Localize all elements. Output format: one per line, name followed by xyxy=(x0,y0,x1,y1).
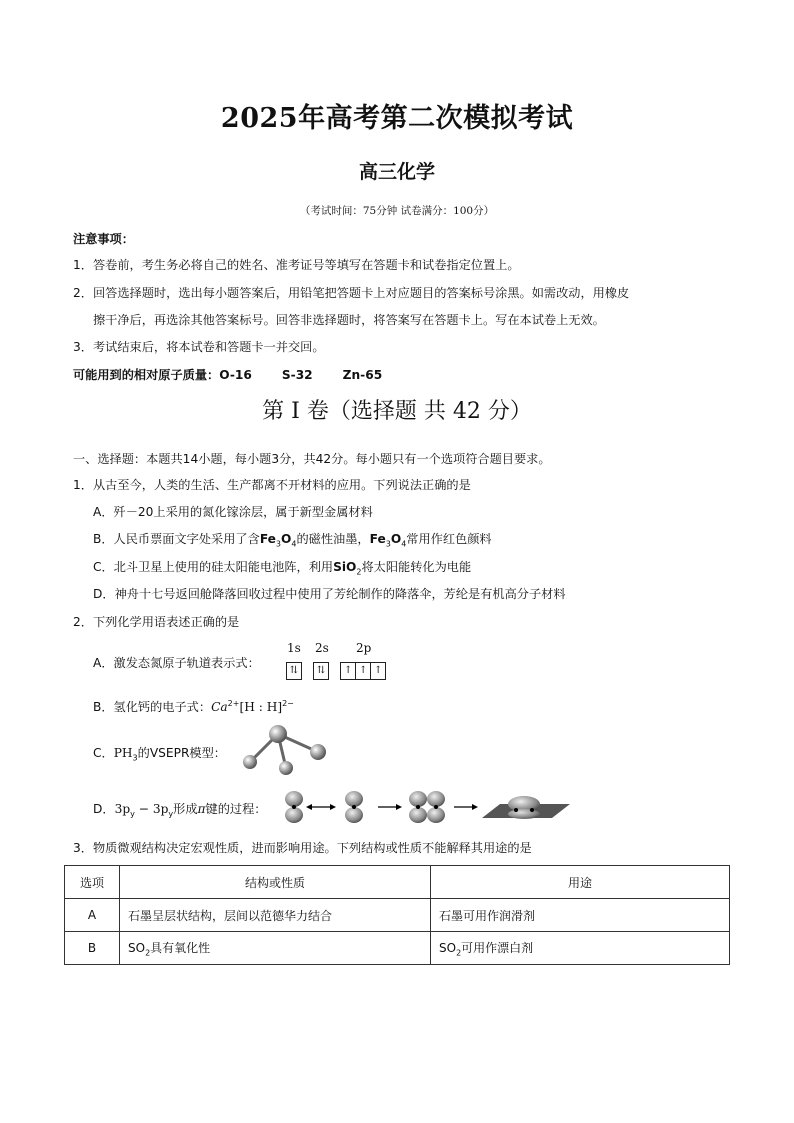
orbital-2p-boxes: ↑ ↑ ↑ xyxy=(340,658,386,680)
orbital-1s-box: ⇅ xyxy=(286,662,302,680)
table-row xyxy=(65,932,730,965)
notice-item-2: 2．回答选择题时，选出每小题答案后，用铅笔把答题卡上对应题目的答案标号涂黑。如需改动，用橡皮 xyxy=(73,286,630,300)
table-cell-option: A xyxy=(65,899,120,932)
notice-item-2-cont: 擦干净后，再选涂其他答案标号。回答非选择题时，将答案写在答题卡上。写在本试卷上无效。 xyxy=(93,313,605,327)
notice-item-3: 3．考试结束后，将本试卷和答题卡一并交回。 xyxy=(73,340,325,354)
table-header-row xyxy=(65,866,730,899)
notice-item-1: 1．答卷前，考生务必将自己的姓名、准考证号等填写在答题卡和试卷指定位置上。 xyxy=(73,258,520,272)
table-cell-use: 石墨可用作润滑剂 xyxy=(431,899,730,932)
atomic-mass-s: S-32 xyxy=(281,368,313,382)
q2-option-b: B．氢化钙的电子式：$Ca^{2+}[H$ : H]$^{2-}$ xyxy=(93,698,294,714)
q2-option-a: A．激发态氮原子轨道表示式： xyxy=(93,656,260,670)
exam-time-score: （考试时间：75分钟 试卷满分：100分） xyxy=(299,205,495,217)
notice-heading: 注意事项： xyxy=(73,232,134,246)
orbital-label-2p: 2p xyxy=(356,641,372,655)
table-header-option: 选项 xyxy=(65,866,120,899)
atomic-mass-o: O-16 xyxy=(219,368,252,382)
q1-option-d: D．神舟十七号返回舱降落回收过程中使用了芳纶制作的降落伞，芳纶是有机高分子材料 xyxy=(93,587,566,601)
table-cell-option: B xyxy=(65,932,120,965)
orbital-2s-box: ⇅ xyxy=(313,662,329,680)
table-row xyxy=(65,899,730,932)
exam-subtitle: 高三化学 xyxy=(358,161,435,183)
table-header-structure: 结构或性质 xyxy=(120,866,431,899)
q1-stem: 1．从古至今，人类的生活、生产都离不开材料的应用。下列说法正确的是 xyxy=(73,478,471,492)
q2-stem: 2．下列化学用语表述正确的是 xyxy=(73,615,240,629)
q3-table xyxy=(64,865,730,965)
atomic-mass-label: 可能用到的相对原子质量： xyxy=(73,368,220,382)
atomic-mass-zn: Zn-65 xyxy=(342,368,383,382)
orbital-box-diagram xyxy=(286,658,386,680)
q1-option-a: A．歼－20上采用的氮化镓涂层，属于新型金属材料 xyxy=(93,505,373,519)
orbital-label-1s: 1s xyxy=(287,641,301,655)
table-cell-use: $SO_2$可用作漂白剂 xyxy=(431,932,730,965)
table-header-use: 用途 xyxy=(431,866,730,899)
q1-option-c: C．北斗卫星上使用的硅太阳能电池阵，利用SiO$_2$将太阳能转化为电能 xyxy=(93,560,472,577)
table-cell-structure: 石墨呈层状结构，层间以范德华力结合 xyxy=(120,899,431,932)
q2-option-c: C．$PH_3$的VSEPR模型： xyxy=(93,746,226,763)
orbital-label-2s: 2s xyxy=(315,641,329,655)
table-cell-structure: $SO_2$具有氧化性 xyxy=(120,932,431,965)
pi-bond-process-image xyxy=(282,788,572,828)
q3-stem: 3．物质微观结构决定宏观性质，进而影响用途。下列结构或性质不能解释其用途的是 xyxy=(73,841,532,855)
q1-option-b: B．人民币票面文字处采用了含$Fe_3O_4$的磁性油墨，$Fe_3O_4$常用作红色颜料 xyxy=(93,532,492,549)
q2-option-d: D．$3p_y - 3p_y$形成π键的过程： xyxy=(93,802,267,819)
atomic-mass-line xyxy=(73,366,382,383)
section-title: 第 I 卷（选择题 共 42 分） xyxy=(262,399,532,424)
section-instructions: 一、选择题：本题共14小题，每小题3分，共42分。每小题只有一个选项符合题目要求。 xyxy=(73,452,551,466)
exam-title: 2025年高考第二次模拟考试 xyxy=(220,103,574,134)
vsepr-model-image xyxy=(238,722,334,780)
